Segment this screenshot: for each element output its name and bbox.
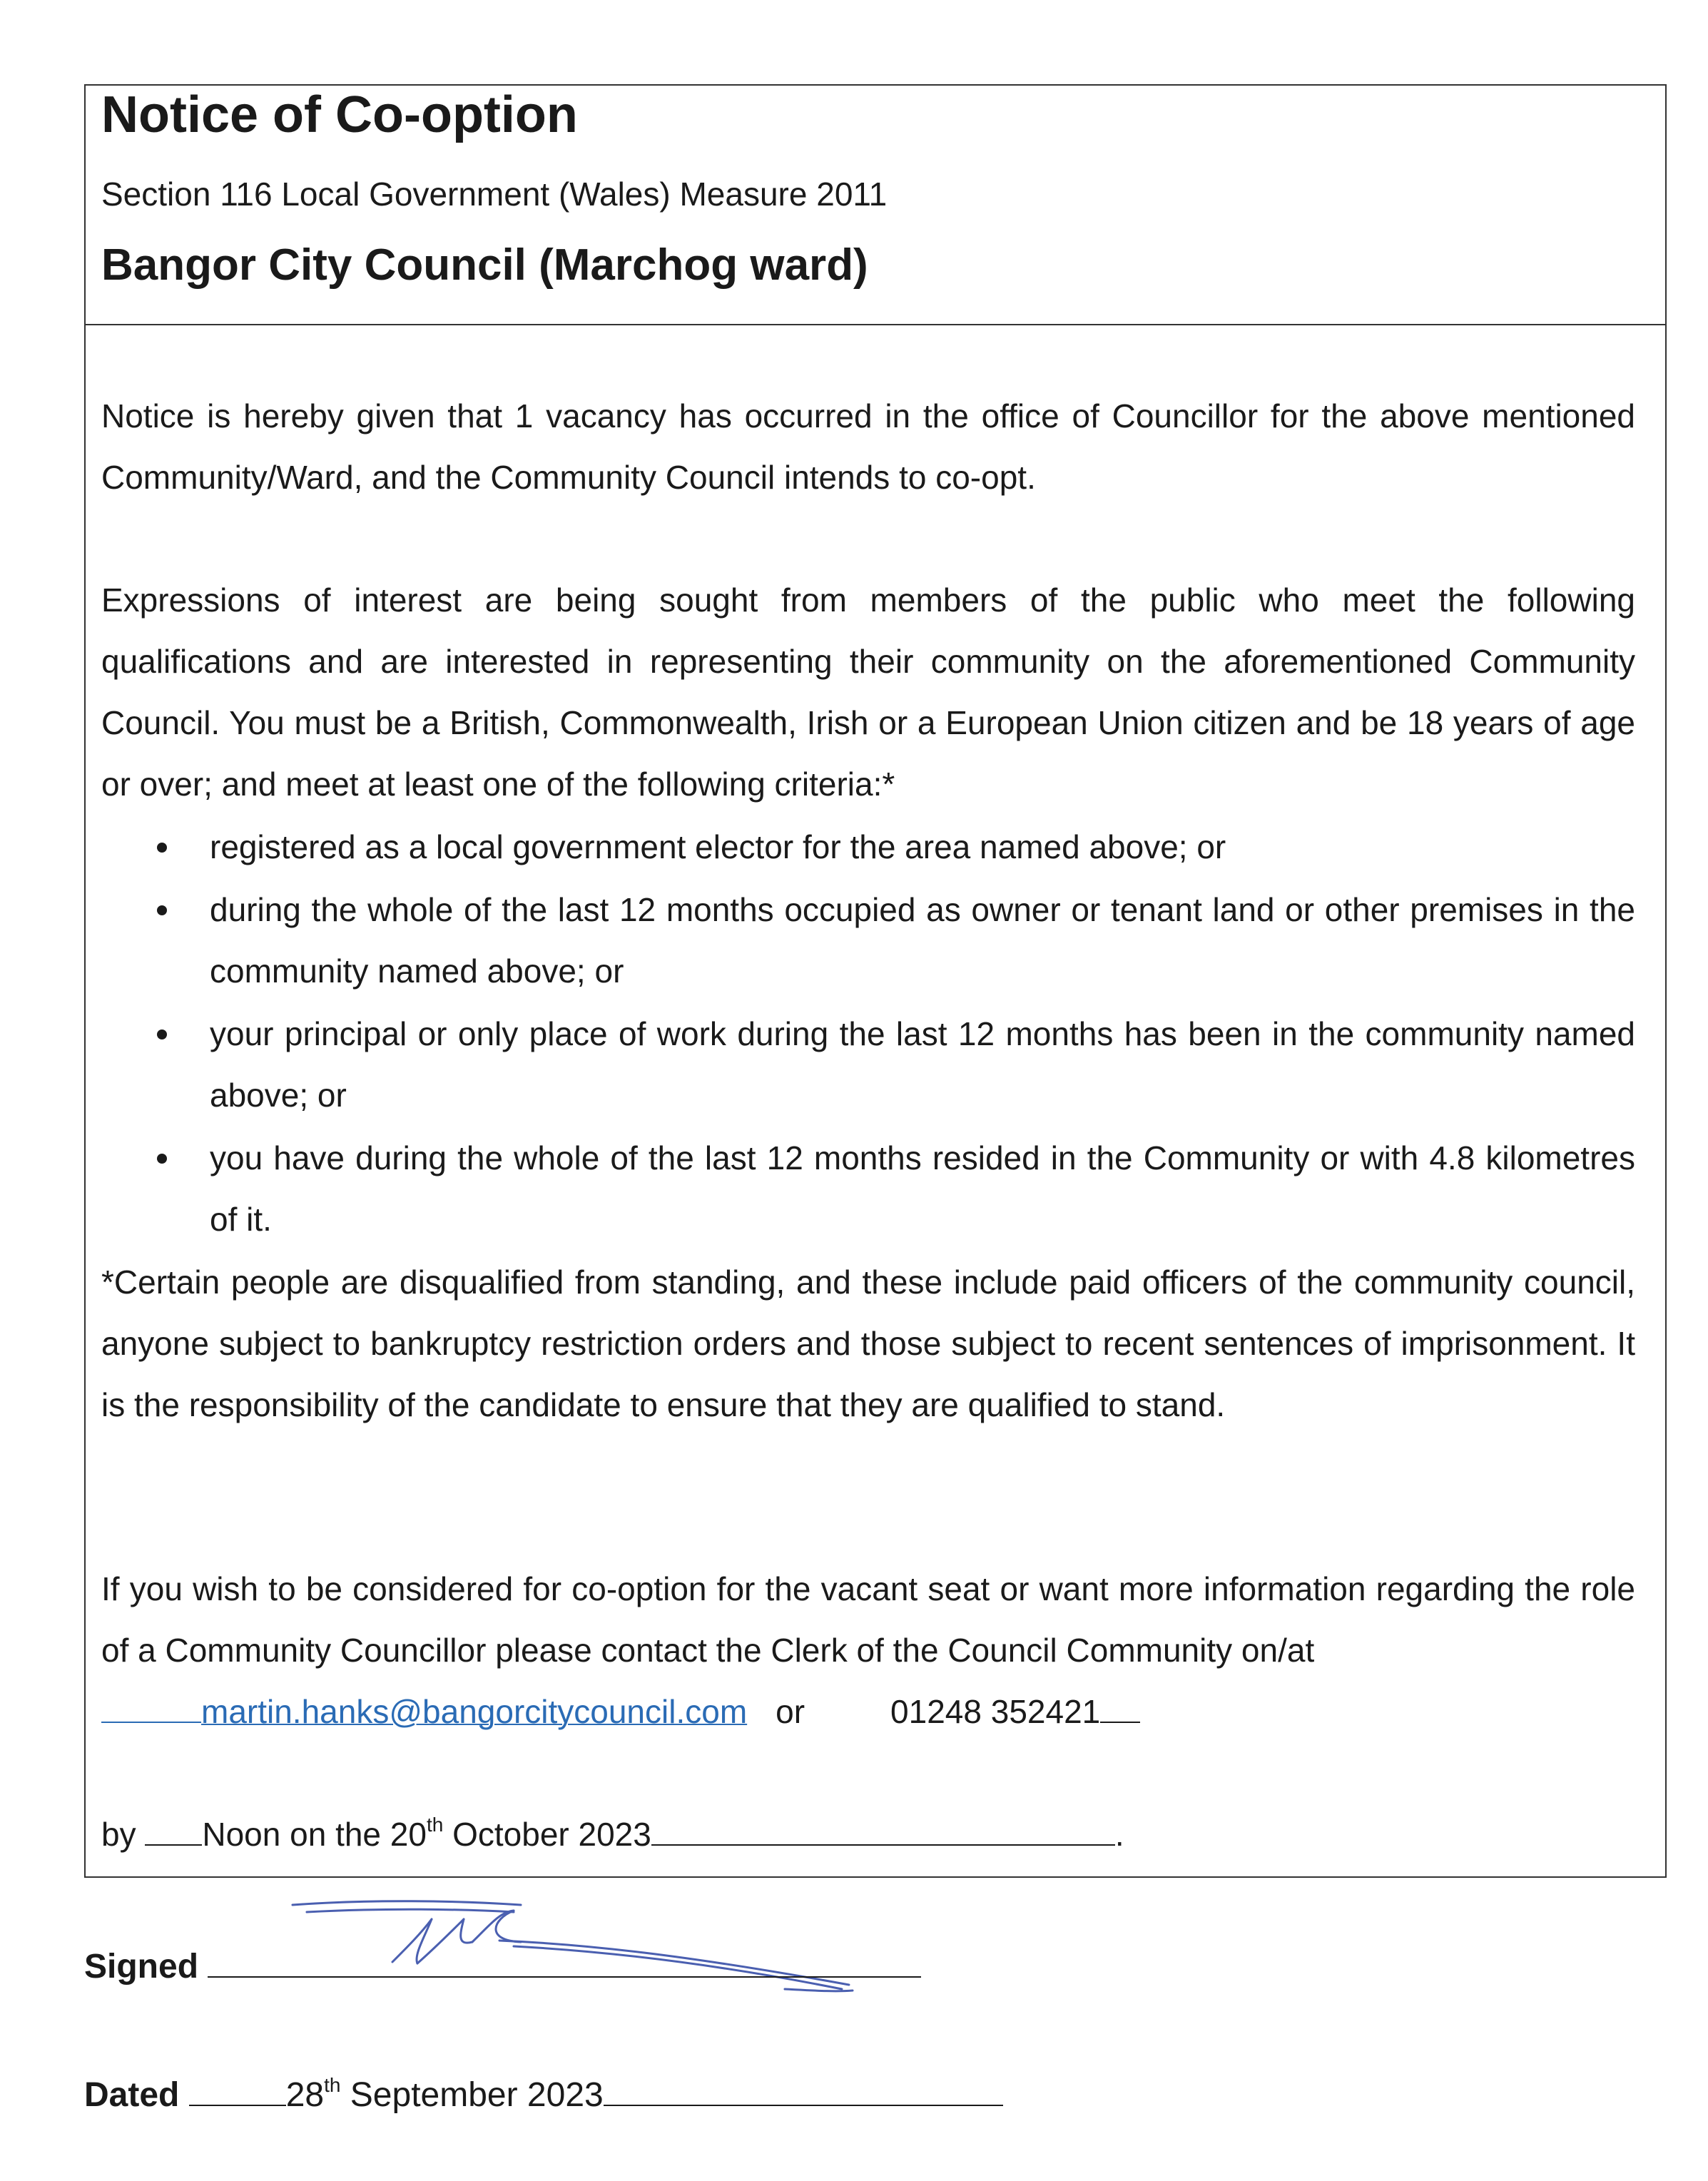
signature-line	[208, 1941, 921, 1978]
contact-paragraph: If you wish to be considered for co-option for the vacant seat or want more information regarding the role of a Community Councillor please contact the Clerk of the Council Community on/at	[101, 1570, 1635, 1669]
deadline-underline-pre	[145, 1809, 202, 1846]
bullet-icon	[157, 1030, 167, 1039]
criteria-item: registered as a local government elector for the area named above; or	[101, 816, 1635, 878]
date-underline-post	[604, 2069, 1003, 2106]
expressions-paragraph: Expressions of interest are being sought from members of the public who meet the following qualifications and are interested in representing their community on the aforementioned Community Council. You must be a British, Commonwealth, Irish or a European Union citizen and be 18 years of age or over; and meet at least one of the following criteria:*	[101, 581, 1635, 803]
phone-number: 01248 352421	[890, 1693, 1101, 1730]
criteria-list	[101, 816, 1635, 1250]
disqualification-paragraph: *Certain people are disqualified from standing, and these include paid officers of the community council, anyone subject to bankruptcy restriction orders and those subject to recent sentences of imprisonment. It is the responsibility of the candidate to ensure that they are qualified to stand.	[101, 1264, 1635, 1423]
deadline-end: .	[1114, 1816, 1124, 1853]
notice-title: Notice of Co-option	[101, 86, 578, 143]
deadline-prefix: by	[101, 1816, 136, 1853]
deadline-line	[101, 1804, 1635, 1865]
contact-details	[101, 1681, 1635, 1742]
date-day: 28	[285, 2076, 325, 2114]
notice-header	[86, 86, 1665, 325]
date-ordinal: th	[324, 2074, 341, 2096]
deadline-ordinal: th	[426, 1814, 444, 1836]
notice-box	[84, 84, 1667, 1878]
email-underline	[101, 1687, 201, 1723]
notice-body	[101, 385, 1635, 1865]
deadline-month: October 2023	[443, 1816, 651, 1853]
criteria-item: you have during the whole of the last 12 months resided in the Community or with 4.8 kilometres of it.	[101, 1127, 1635, 1250]
phone-underline	[1100, 1686, 1140, 1723]
email-link[interactable]: martin.hanks@bangorcitycouncil.com	[201, 1693, 748, 1730]
criteria-item: during the whole of the last 12 months occupied as owner or tenant land or other premises in the community named above; or	[101, 879, 1635, 1002]
bullet-icon	[157, 1154, 167, 1164]
deadline-text: Noon on the 20	[202, 1816, 427, 1853]
legislation-reference: Section 116 Local Government (Wales) Measure 2011	[101, 176, 888, 213]
signed-row	[84, 1941, 921, 1986]
council-name: Bangor City Council (Marchog ward)	[101, 240, 868, 290]
dated-label: Dated	[84, 2076, 180, 2114]
criteria-item: your principal or only place of work during the last 12 months has been in the community named above; or	[101, 1003, 1635, 1126]
signed-label: Signed	[84, 1948, 199, 1986]
date-underline-pre	[189, 2069, 286, 2106]
intro-paragraph: Notice is hereby given that 1 vacancy has occurred in the office of Councillor for the above mentioned Community/Ward, and the Community Council intends to co-opt.	[101, 397, 1635, 496]
bullet-icon	[157, 843, 167, 853]
deadline-underline-post	[651, 1809, 1115, 1846]
or-text: or	[776, 1693, 805, 1730]
dated-row	[84, 2069, 1003, 2115]
bullet-icon	[157, 905, 167, 915]
date-month-year: September 2023	[340, 2076, 604, 2114]
